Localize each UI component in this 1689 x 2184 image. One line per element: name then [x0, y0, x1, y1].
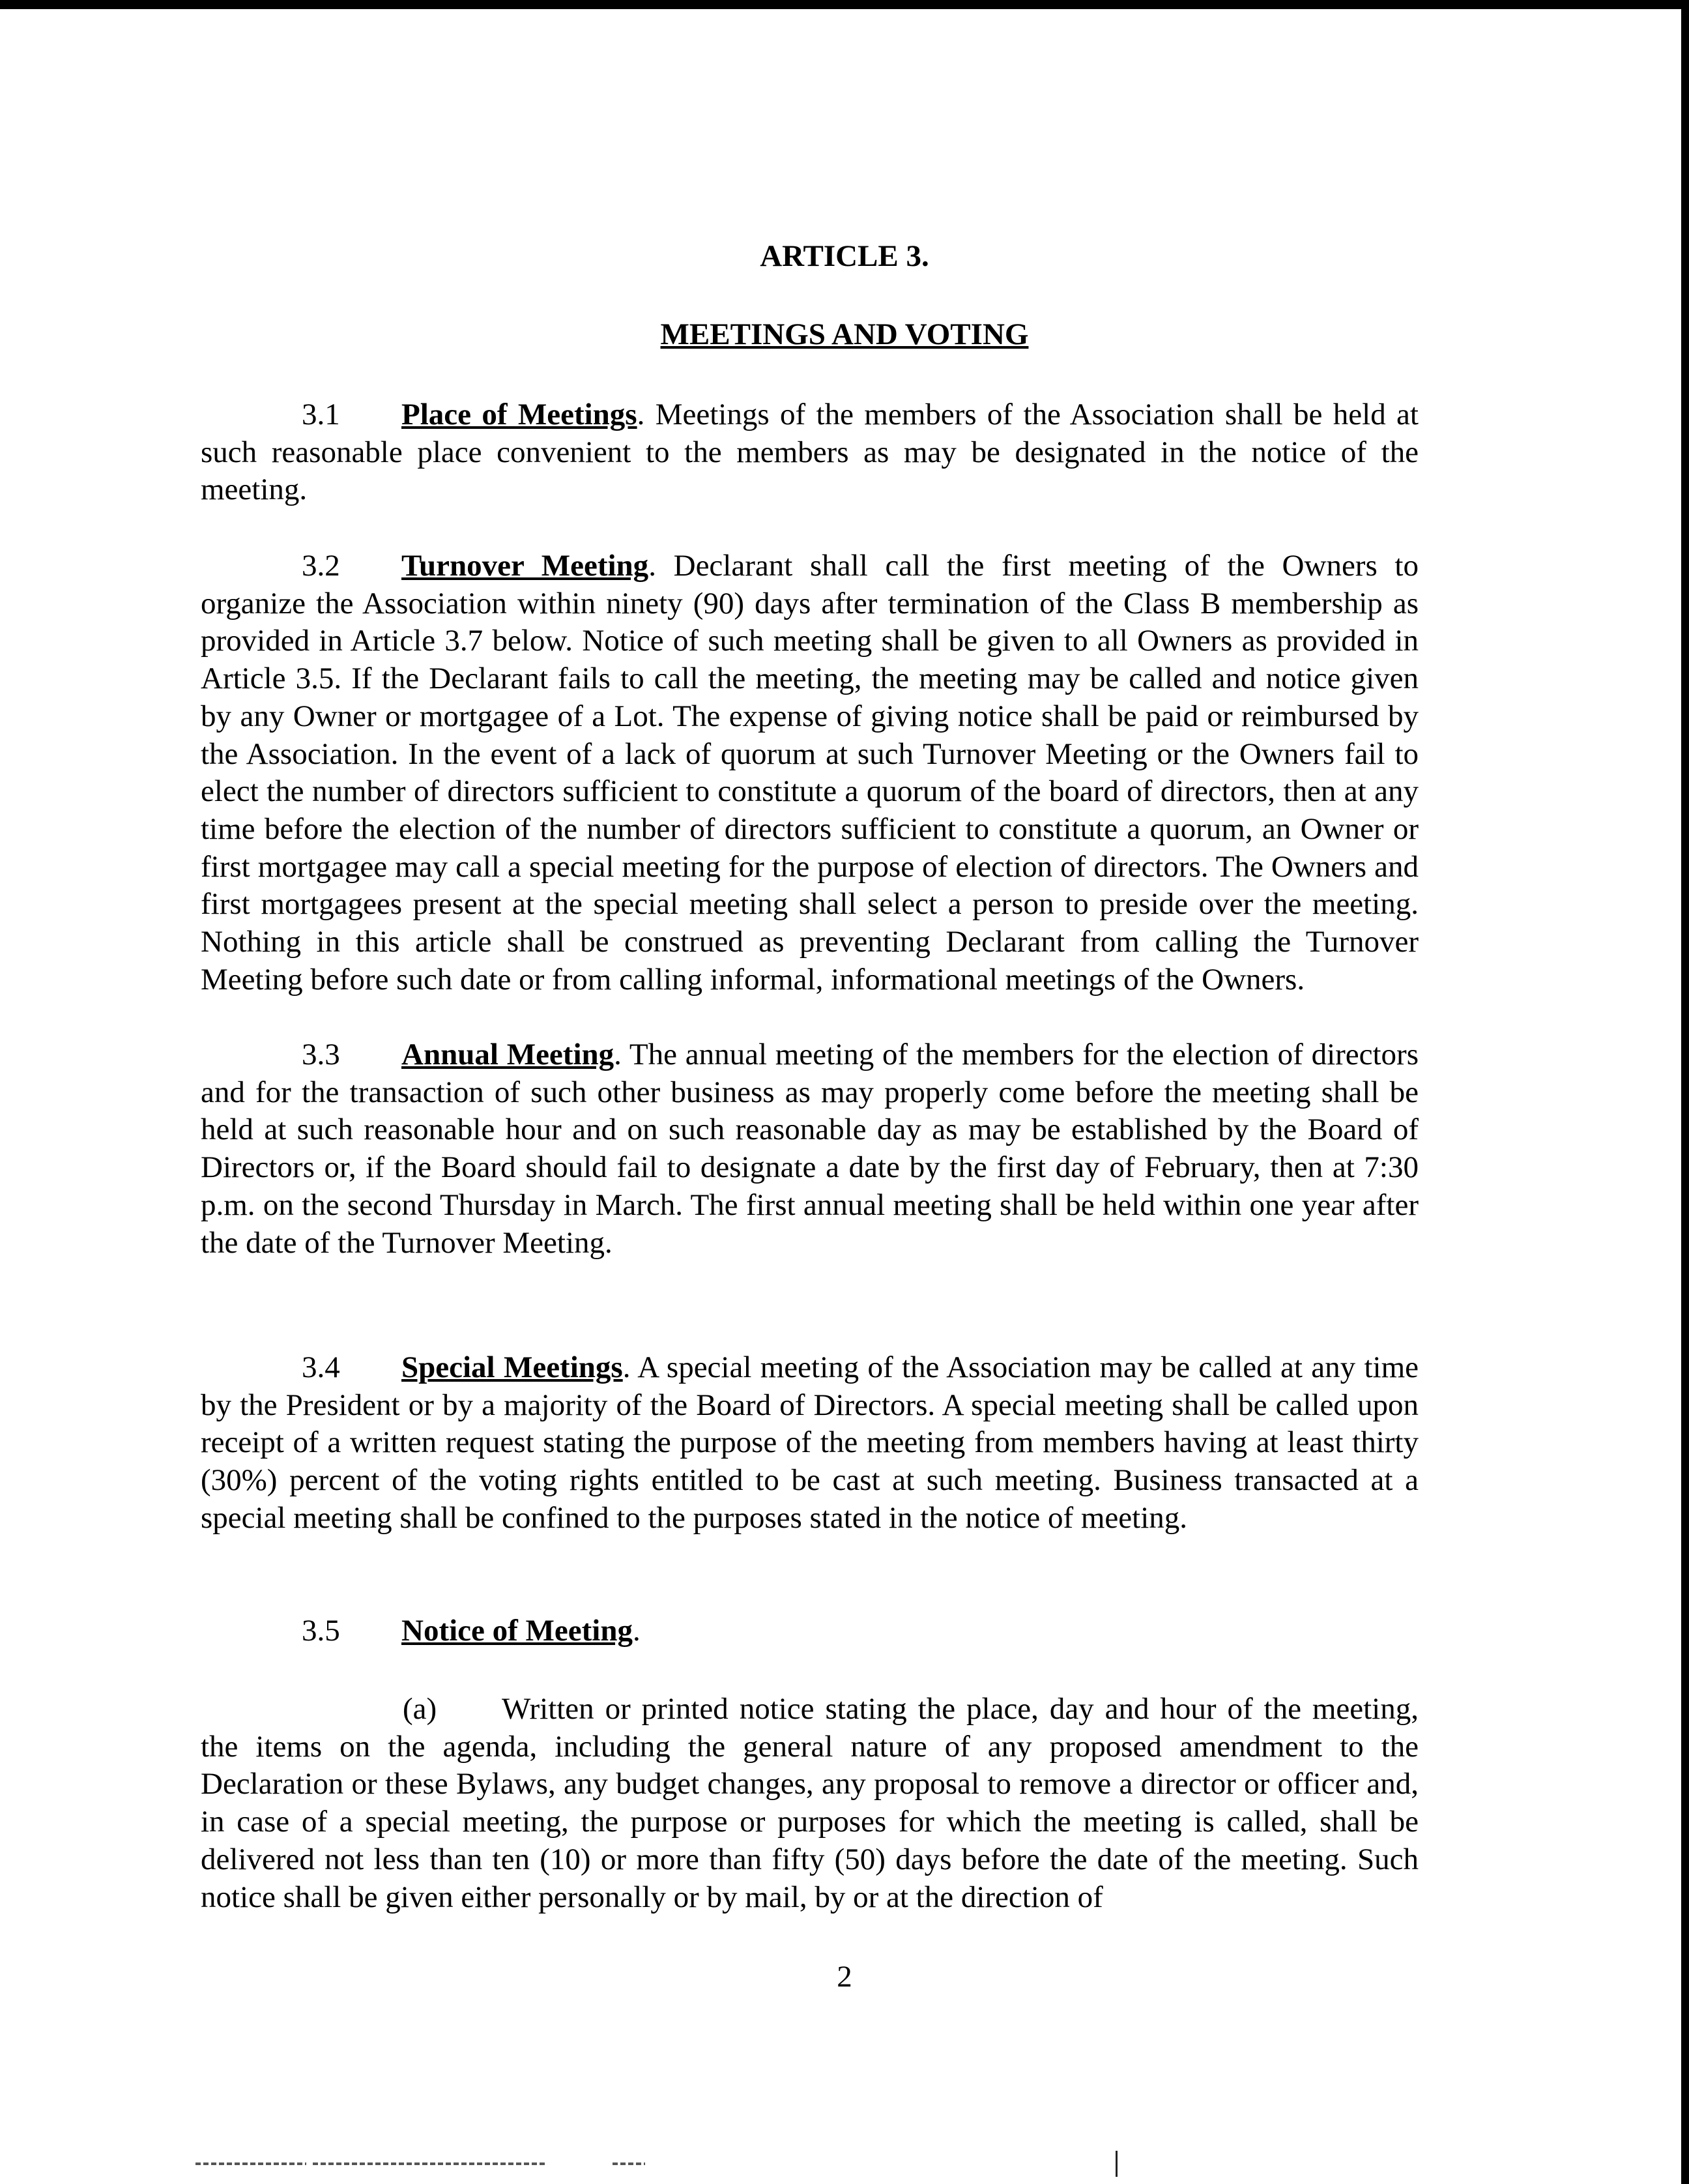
section-body: . Declarant shall call the first meeting of the Owners to organize the Association within ninety (90) days after termination of the Class B membership as provided in Article 3.7 below. Notice of such meeting shall be given to all Owners as provided in Article 3.5. If the Declarant fails to call the meeting, the meeting may be called and notice given by any Owner or mortgagee of a Lot. The expense of giving notice shall be paid or reimbursed by the Association. In the event of a lack of quorum at such Turnover Meeting or the Owners fail to elect the number of directors sufficient to constitute a quorum of the board of directors, then at any time before the election of the number of directors sufficient to constitute a quorum, an Owner or first mortgagee may call a special meeting for the purpose of election of directors. The Owners and first mortgagees present at the special meeting shall select a person to preside over the meeting. Nothing in this article shall be construed as preventing Declarant from calling the Turnover Meeting before such date or from calling informal, informational meetings of the Owners. — [201, 549, 1419, 997]
section-3-5-a — [201, 1691, 1419, 1916]
scan-mark — [1116, 2151, 1118, 2177]
page-number: 2 — [837, 1960, 852, 1994]
section-title: Special Meetings — [401, 1350, 623, 1384]
subsection-number: (a) — [403, 1692, 437, 1726]
section-number: 3.5 — [302, 1614, 340, 1648]
section-body: . Meetings of the members of the Association shall be held at such reasonable place convenient to the members as may be designated in the notice of the meeting. — [201, 398, 1419, 507]
section-number: 3.1 — [302, 398, 340, 431]
article-heading: MEETINGS AND VOTING — [660, 317, 1029, 351]
article-title: ARTICLE 3. — [760, 239, 929, 273]
section-3-2 — [201, 547, 1419, 998]
section-3-3 — [201, 1036, 1419, 1262]
section-body: . A special meeting of the Association may be called at any time by the President or by a majority of the Board of Directors. A special meeting shall be called upon receipt of a written request stating the purpose of the meeting from members having at least thirty (30%) percent of the voting rights entitled to be cast at such meeting. Business transacted at a special meeting shall be confined to the purposes stated in the notice of meeting. — [201, 1350, 1419, 1535]
subsection-body: Written or printed notice stating the place, day and hour of the meeting, the items on the agenda, including the general nature of any proposed amendment to the Declaration or these Bylaws, any budget changes, any proposal to remove a director or officer and, in case of a special meeting, the purpose or purposes for which the meeting is called, shall be delivered not less than ten (10) or more than fifty (50) days before the date of the meeting. Such notice shall be given either personally or by mail, by or at the direction of — [201, 1692, 1419, 1914]
section-number: 3.2 — [302, 549, 340, 583]
section-3-1 — [201, 396, 1419, 509]
section-number: 3.3 — [302, 1038, 340, 1071]
section-number: 3.4 — [302, 1350, 340, 1384]
section-title: Notice of Meeting — [401, 1614, 633, 1648]
section-body: . — [632, 1614, 641, 1648]
section-title: Place of Meetings — [401, 398, 637, 431]
section-title: Annual Meeting — [401, 1038, 614, 1071]
section-body: . The annual meeting of the members for the election of directors and for the transaction of such other business as may properly come before the meeting shall be held at such reasonable hour and on such reasonable day as may be established by the Board of Directors or, if the Board should fail to designate a date by the first day of February, then at 7:30 p.m. on the second Thursday in March. The first annual meeting shall be held within one year after the date of the Turnover Meeting. — [201, 1038, 1419, 1260]
scan-artifact — [195, 2162, 306, 2165]
section-3-4 — [201, 1349, 1419, 1537]
section-3-5 — [201, 1612, 1419, 1650]
section-title: Turnover Meeting — [401, 549, 649, 583]
scan-artifact — [313, 2162, 547, 2165]
scan-artifact — [613, 2162, 645, 2165]
